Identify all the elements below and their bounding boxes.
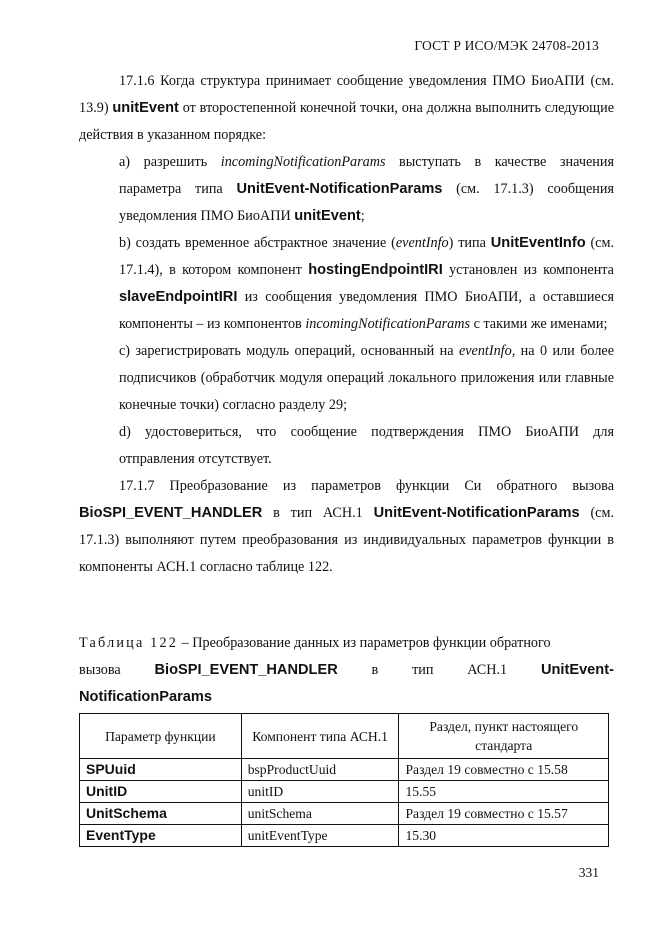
- list-item-d: d) удостовериться, что сообщение подтверждения ПМО БиоАПИ для отправления отсутствует.: [119, 424, 614, 467]
- main-content: [79, 68, 614, 581]
- table-caption: [79, 630, 614, 711]
- code-term: NotificationParams: [79, 689, 212, 705]
- caption-line-2: вызова BioSPI_EVENT_HANDLER в тип АСН.1 UnitEvent-: [79, 657, 614, 684]
- column-header: Компонент типа АСН.1: [241, 714, 399, 759]
- column-header: Параметр функции: [80, 714, 242, 759]
- table-cell: 15.30: [399, 825, 609, 847]
- code-term: UnitEvent-NotificationParams: [373, 505, 580, 521]
- table-label: Таблица 122: [79, 635, 179, 651]
- table-row: [80, 759, 609, 781]
- code-term: UnitEvent-NotificationParams: [236, 181, 443, 197]
- code-term: unitEvent: [294, 208, 361, 224]
- table-cell: Раздел 19 совместно с 15.58: [399, 759, 609, 781]
- code-term: slaveEndpointIRI: [119, 289, 238, 305]
- column-header: Раздел, пункт настоящего стандарта: [399, 714, 609, 759]
- conversion-table: [79, 713, 609, 847]
- table-row: [80, 825, 609, 847]
- paragraph-17-1-7: 17.1.7 Преобразование из параметров функции Си обратного вызова BioSPI_EVENT_HANDLER в тип АСН.1 UnitEvent-NotificationParams (см. 17.1.3) выполняют путем преобразования из индивидуальных параметров функции в компоненты АСН.1 согласно таблице 122.: [79, 478, 614, 575]
- table-cell: UnitSchema: [80, 803, 242, 825]
- list-item-a: a) разрешить incomingNotificationParams выступать в качестве значения параметра типа UnitEvent-NotificationParams (см. 17.1.3) сообщения уведомления ПМО БиоАПИ unitEvent;: [119, 154, 614, 224]
- list-item-c: c) зарегистрировать модуль операций, основанный на eventInfo, на 0 или более подписчиков (обработчик модуля операций локального приложения или главные конечные точки) согласно разделу 29;: [119, 343, 614, 413]
- list-item-b: b) создать временное абстрактное значение (eventInfo) типа UnitEventInfo (см. 17.1.4), в котором компонент hostingEndpointIRI установлен из компонента slaveEndpointIRI из сообщения уведомления ПМО БиоАПИ, а оставшиеся компоненты – из компонентов incomingNotificationParams с такими же именами;: [119, 235, 614, 332]
- code-term: unitEvent: [112, 100, 179, 116]
- table-cell: bspProductUuid: [241, 759, 399, 781]
- table-cell: unitSchema: [241, 803, 399, 825]
- page-number: 331: [578, 865, 599, 880]
- italic-term: eventInfo: [458, 343, 512, 359]
- table-cell: Раздел 19 совместно с 15.57: [399, 803, 609, 825]
- code-term: UnitEventInfo: [490, 235, 586, 251]
- table-cell: SPUuid: [80, 759, 242, 781]
- caption-line-3: [79, 684, 614, 711]
- table-cell: unitID: [241, 781, 399, 803]
- italic-term: eventInfo: [395, 235, 449, 251]
- table-cell: EventType: [80, 825, 242, 847]
- code-term: BioSPI_EVENT_HANDLER: [79, 505, 263, 521]
- table-header-row: [80, 714, 609, 759]
- table-cell: UnitID: [80, 781, 242, 803]
- italic-term: incomingNotificationParams: [220, 154, 386, 170]
- italic-term: incomingNotificationParams: [305, 316, 471, 332]
- table-cell: unitEventType: [241, 825, 399, 847]
- code-term: BioSPI_EVENT_HANDLER: [154, 662, 338, 678]
- table-row: [80, 803, 609, 825]
- caption-line-1: Таблица 122 – Преобразование данных из параметров функции обратного: [79, 635, 551, 651]
- code-term: UnitEvent-: [540, 662, 614, 678]
- table-row: [80, 781, 609, 803]
- document-header: ГОСТ Р ИСО/МЭК 24708-2013: [414, 38, 599, 53]
- code-term: hostingEndpointIRI: [308, 262, 443, 278]
- table-cell: 15.55: [399, 781, 609, 803]
- paragraph-17-1-6: 17.1.6 Когда структура принимает сообщение уведомления ПМО БиоАПИ (см. 13.9) unitEvent от второстепенной конечной точки, она должна выполнить следующие действия в указанном порядке:: [79, 73, 614, 143]
